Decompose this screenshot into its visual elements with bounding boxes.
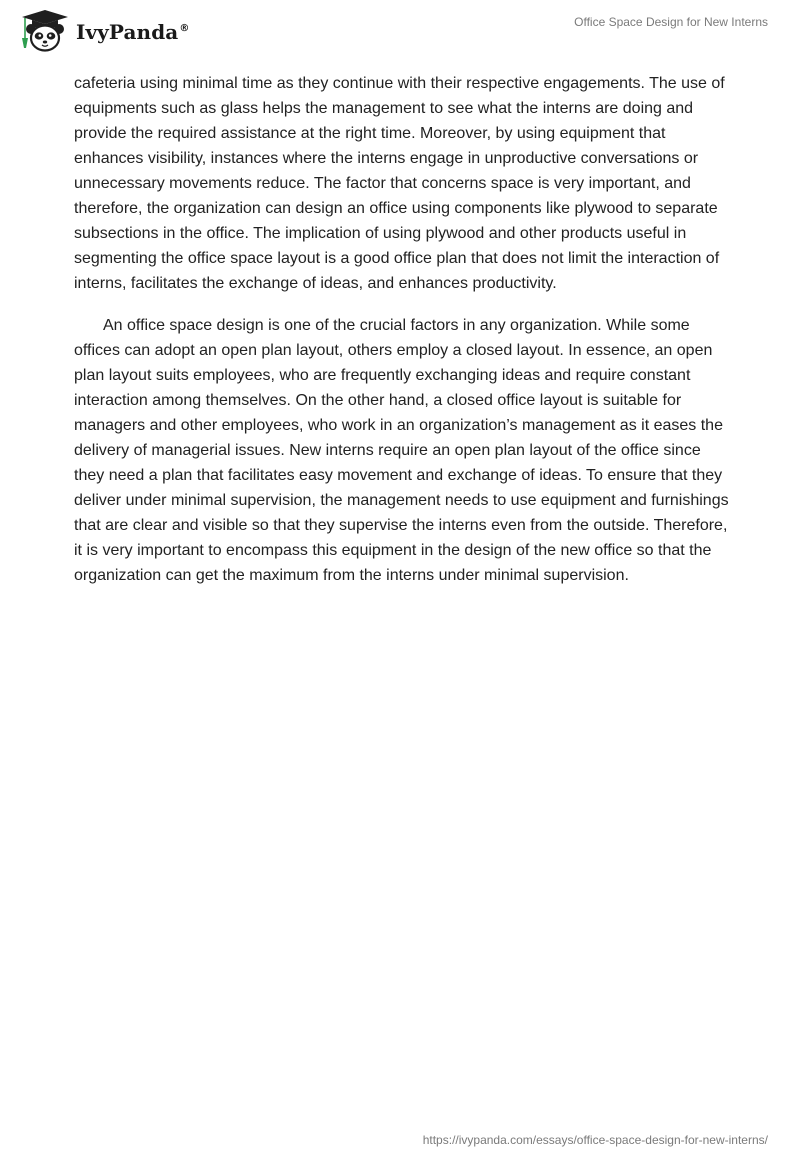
essay-body: [74, 71, 730, 605]
paragraph-1: cafeteria using minimal time as they continue with their respective engagements. The use of equipments such as glass helps the management to see what the interns are doing and provide the required assistance at the right time. Moreover, by using equipment that enhances visibility, instances where the interns engage in unproductive conversations or unnecessary movements reduce. The factor that concerns space is very important, and therefore, the organization can design an office using components like plywood to separate subsections in the office. The implication of using plywood and other products useful in segmenting the office space layout is a good office plan that does not limit the interaction of interns, facilitates the exchange of ideas, and enhances productivity.: [74, 75, 725, 292]
registered-mark: ®: [179, 23, 190, 35]
source-url[interactable]: https://ivypanda.com/essays/office-space-design-for-new-interns/: [422, 1133, 768, 1147]
panda-graduate-icon: [14, 8, 72, 54]
ivypanda-logo[interactable]: [14, 8, 189, 54]
logo-wordmark: IvyPanda®: [76, 20, 190, 44]
paragraph-2: An office space design is one of the crucial factors in any organization. While some offices can adopt an open plan layout, others employ a closed layout. In essence, an open plan layout suits employees, who are frequently exchanging ideas and require constant interaction among themselves. On the other hand, a closed office layout is suitable for managers and other employees, who work in an organization’s management as it eases the delivery of managerial issues. New interns require an open plan layout of the office since they need a plan that facilitates easy movement and exchange of ideas. To ensure that they deliver under minimal supervision, the management needs to use equipment and furnishings that are clear and visible so that they supervise the interns even from the outside. Therefore, it is very important to encompass this equipment in the design of the new office so that the organization can get the maximum from the interns under minimal supervision.: [74, 317, 729, 584]
document-title: Office Space Design for New Interns: [574, 15, 768, 29]
page-header: [0, 0, 800, 64]
